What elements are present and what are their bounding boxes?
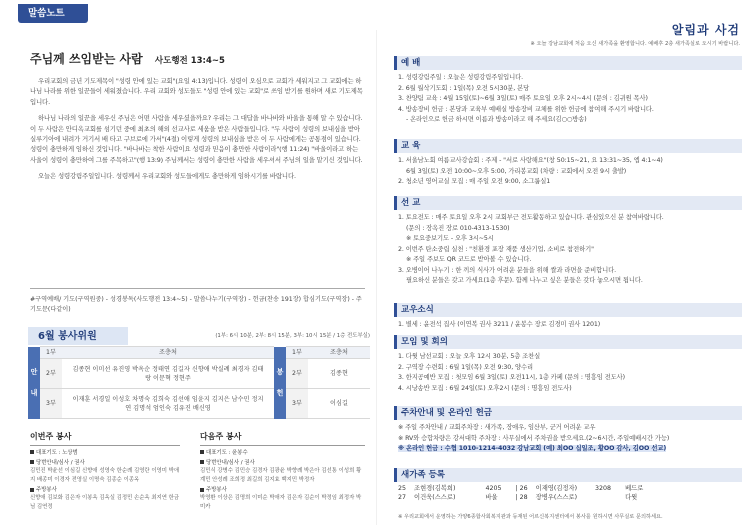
online-offering: ※ 온라인 헌금 : 수협 1010-1214-4032 강남교회 (예) 최OO 십일조, 황OO 감사, 김OO 선교) [398,445,667,453]
section-title: 모임 및 회의 [401,337,448,347]
names-cell: 이재훈 서경일 이성호 차명숙 김희숙 김선애 임윤지 김지은 남수민 정지연 김명석 엄인숙 김유진 배신영 [62,389,274,419]
sermon-tab: 말씀노트 [18,4,88,23]
next-week-title: 다음주 봉사 [200,431,365,446]
list-item: 당번안내/심사 / 권사 김민진 박윤선 이심길 신향애 성영숙 한순례 김영란 이영미 박애지 배종미 이경자 전영실 이명숙 김종순 이종옥 [30,459,180,483]
section-body [394,317,742,331]
column-divider [376,30,377,525]
side-label-b: 봉 헌 [274,347,286,419]
sermon-header [30,51,370,68]
list-item: 1. 다윗 남선교회 : 오늘 오후 12시 30분, 5층 조찬실 [398,353,541,360]
section-bar [394,56,397,70]
list-item: 1. 서울남노회 여름교사강습회 : 주제 - "서로 사랑해요"(창 50:15~21, 요 13:31~35, 엡 4:1~4) [398,157,663,164]
church-news-section [394,303,742,331]
list-item: 주방봉사 박영환 이상은 김명희 이미순 박애자 김은자 김순이 박정임 최정자 박미카 [200,487,362,510]
table-row [28,347,370,359]
this-week-service [30,431,180,513]
section-header [394,303,742,317]
sermon-paragraph-2: 하나님 나라의 일꾼을 세우신 주님은 어떤 사람을 세우셨을까요? 우리는 그 대답을 바나바와 바울을 통해 알 수 있습니다. 이 두 사람은 안디옥교회를 섬기던 중에 최초의 해외 선교사로 세움을 받은 사람들입니다. "두 사람이 성령의 보내심을 받아 실루기아에 내려가 거기서 배 타고 구브로에 가서"(4절) 이렇게 성령의 보내심을 받은 이 두 사람에게는 공통점이 있습니다. 성령이 충만하게 임하신 것입니다. "바나바는 착한 사람이요 성령과 믿음이 충만한 사람이라"(행 11:24) "바울이라고 하는 사울이 성령이 충만하여 그를 주목하고"(행 13:9) 주님께서는 성령이 충만한 사람을 세우셔서 주님의 일을 맡기신 것입니다. [30,114,363,164]
list-item: 2. 구역장 수련회 : 6월 1일(목) 오전 9:30, 양수리 [398,363,533,371]
names-cell: 조층처 [308,347,370,359]
list-item: 대표기도 : 노상범 [30,449,180,457]
section-bar [394,335,397,349]
news-column [382,0,750,530]
list-item: 2. 6월 월삭기도회 : 1일(목) 오전 5시30분, 본당 [398,84,530,92]
bullet-icon [30,460,34,464]
part-cell: 1부 [40,347,62,359]
list-item: ※ RV와 승합차량은 강서대학 주차장 : 사무실에서 주차권을 받으세요.(2~6시간, 주일예배시간 가능) [398,434,670,442]
section-title: 교우소식 [401,305,434,315]
section-header [394,139,742,153]
section-header [394,335,742,349]
section-header [394,56,742,70]
education-section [394,139,742,188]
part-cell: 2부 [40,359,62,389]
duty-table [28,346,370,419]
part-cell: 1부 [286,347,308,359]
bullet-icon [30,488,34,492]
list-item: 1. 토요전도 : 매주 토요일 오후 2시 교회부근 전도활동하고 있습니다. 관심있으신 분 참여바랍니다. [398,214,664,221]
worship-section [394,56,742,126]
section-bar [394,139,397,153]
section-title: 선 교 [401,198,421,208]
bullet-icon [200,488,204,492]
list-item: ※ 토요중보기도 - 오후 3시~5시 [406,235,494,243]
list-item: 4. 시낭송반 모집 : 6월 24일(토) 오후2시 (문의 : 명흥임 전도사) [398,384,572,392]
bullet-icon [30,450,34,454]
list-item: 당번안내/심사 / 권사 김민식 강병수 김민승 김경자 김광윤 박향례 박은아 김선통 이성희 황계민 안성례 조희정 최길희 김지효 백지민 박정자 [200,459,362,483]
section-bar [394,406,397,420]
part-cell: 3부 [40,389,62,419]
list-item: 3. 한지공예반 모집 : 첫모임 6월 3일(토) 오전11시, 1층 카페 (문의 : 명흥임 전도사) [398,374,625,382]
names-cell: 이심길 [308,389,370,419]
footer-note: ※ 우리교회에서 운영하는 가양6종합사회복지관과 등재된 어르신복지센터에서 봉사를 원하시면 사무실로 문의하세요. [398,514,663,520]
section-body [394,210,742,287]
mission-section [394,196,742,287]
side-label-a: 안 내 [28,347,40,419]
cell-worship-order: #구역예배/ 기도(구역원중) - 성경봉독(사도행전 13:4~5) - 말씀나누기(구역장) - 헌금(찬송 191장) 합심기도(구역장) - 주기도문(다같이) [30,296,362,313]
list-item: - 온라인으로 헌금 하시면 이름과 방송이라고 해 주세요(김○○방송) [406,116,587,124]
table-row: 27 이건욱(스스로) 바울 | 28 장병우(스스로) 다윗 [398,494,638,502]
part-cell: 2부 [286,359,308,389]
section-header [394,406,742,420]
duty-header [28,327,370,345]
section-title: 예 배 [401,58,421,68]
part-cell: 3부 [286,389,308,419]
news-subtitle: ※ 오늘 강남교회에 처음 오신 새가족을 환영합니다. 예배후 2층 새가족실로 오시기 바랍니다. [530,41,740,47]
names-cell: 김종현 [308,359,370,389]
news-title: 알림과 사검 [671,23,740,37]
list-item: 1. 별세 : 윤전석 집사 (이연복 권사 3211 / 윤봉수 장로 김경미 권사 1201) [398,321,601,328]
sermon-paragraph-3: 오늘은 성령강림주일입니다. 성령께서 우리교회와 성도들에게도 충만하게 임하시기를 바랍니다. [38,172,296,180]
table-row [28,389,370,419]
parking-section [394,406,742,455]
list-item: 3. 찬양팀 교육 : 4월 15일(토)~6월 3일(토) 매주 토요일 오후 2시~4시 (문의 : 김귀원 목사) [398,95,648,103]
list-item: 대표기도 : 윤봉수 [200,449,365,457]
this-week-title: 이번주 봉사 [30,431,180,446]
section-title: 주차안내 및 온라인 헌금 [401,408,492,418]
list-item: ※ 주일 주보도 QR 코드로 받아볼 수 있습니다. [406,256,532,264]
section-title: 새가족 등록 [401,470,446,480]
list-item: 6월 3일(토) 오전 10:00~오후 5:00, 가리봉교회 (차량 : 교회에서 오전 9시 출발) [406,167,627,175]
list-item: 1. 성령강림주일 : 오늘은 성령강림주일입니다. [398,74,524,81]
section-body [394,153,742,188]
divider [30,288,365,289]
names-cell: 김종현 이미선 유진영 박옥순 정태연 김길자 신향애 박실례 최경자 김태랑 이문혁 정현주 [62,359,274,389]
section-header [394,468,742,482]
duty-title: 6월 봉사위원 [38,331,97,342]
section-body [394,70,742,126]
list-item: (문의 : 장옥진 장로 010-4313-1530) [406,224,510,232]
bullet-icon [200,450,204,454]
section-title: 교 육 [401,141,421,151]
list-item: 3. 오병이어 나누기 : 한 끼의 식사가 어려운 분들을 위해 쌀과 라면을 준비합니다. [398,266,617,274]
section-body [394,420,742,455]
section-bar [394,468,397,482]
sermon-title: 주님께 쓰임받는 사람 [30,52,143,66]
meetings-section [394,335,742,394]
section-bar [394,303,397,317]
section-header [394,196,742,210]
list-item: 주방봉사 신향애 김보화 김은자 이봉옥 김옥실 김정민 손순옥 최지연 한금님 김연정 [30,487,180,510]
section-body [394,349,742,394]
list-item: ※ 주일 주차안내 / 교회주차장 : 새가족, 장애우, 임산부, 군거 어려운 교우 [398,424,596,431]
list-item: 필요하신 분들은 갖고 가세요(1층 후문). 함께 나누고 싶은 분들은 갖다 놓으시면 됩니다. [406,277,643,285]
next-week-service [200,431,365,513]
new-family-table [394,484,647,502]
section-bar [394,196,397,210]
new-family-section [394,468,742,502]
duty-note: (1부: 6시 10분, 2부: 8시 15분, 3부: 10시 15분 / 1층 전도부실) [215,333,370,339]
bullet-icon [200,460,204,464]
sermon-reference: 사도행전 13:4~5 [154,56,225,66]
table-row [28,359,370,389]
list-item: 4. 방송장비 헌금 : 본당과 교육부 예배실 방송장비 교체를 위한 헌금에 참여해 주시기 바랍니다. [398,105,654,113]
names-cell: 조층처 [62,347,274,359]
table-row: 25 조현경(김복희) 4205 | 26 이재영(김정자) 3208 베드로 [398,485,644,492]
sermon-body [30,76,363,187]
sermon-paragraph-1: 우리교회의 금년 기도제목이 "성령 안에 있는 교회"(요일 4:13)입니다. 성령이 오심으로 교회가 세워지고 그 교회에는 하나님 나라를 위한 일꾼들이 세워졌습니다. 우리 교회와 성도들도 "성령 안에 있는 교회"로 쓰임 받기를 원하며 새로 기도제목입니다. [30,77,363,106]
list-item: 2. 청소년 영어교실 모집 : 매 주일 오전 9:00, 소그룹실1 [398,178,551,186]
list-item: 2. 이번주 탄소중립 실천 : "친환경 포장 재품 생산기업, 소비로 참전하기" [398,245,594,253]
